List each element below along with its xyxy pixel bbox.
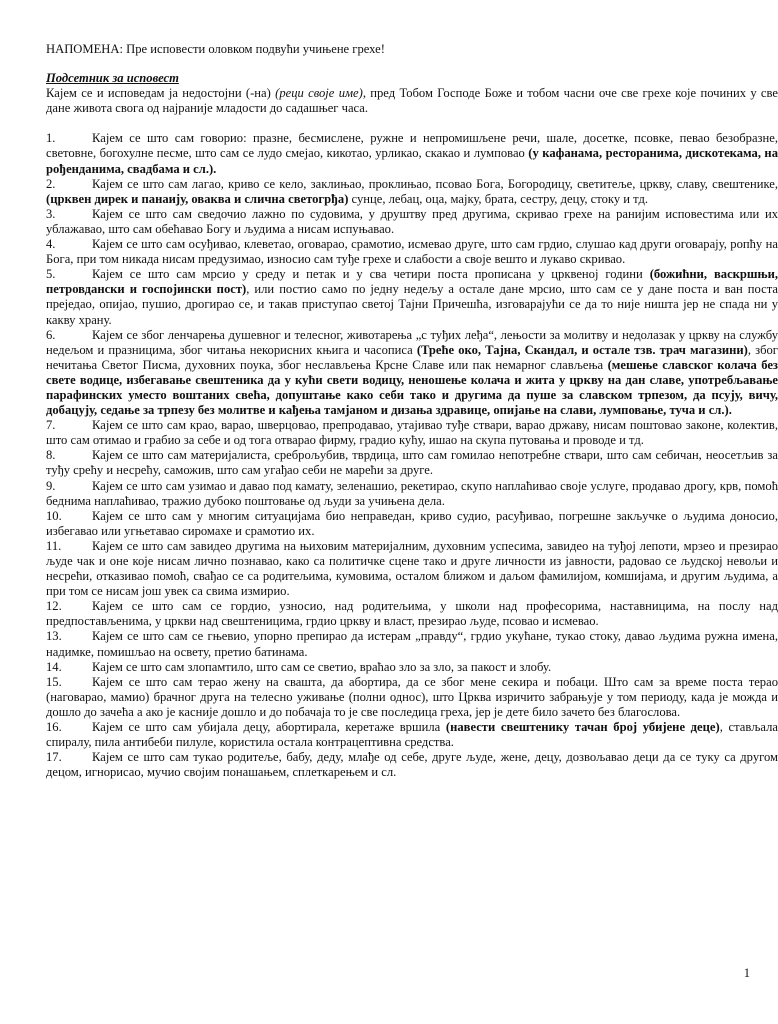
page-number: 1	[743, 966, 750, 980]
list-item	[46, 418, 778, 448]
item-text: Кајем се што сам завидео другима на њиховим материјалним, духовним успесима, завидео на туђој лепоти, мрзео и презирао људе чак и оне које нисам лично познавао, како са политичке сцене тако и друге личности из јавности, радовао се људској невољи и несрећи, отказивао помоћ, свађао се са родитељима, кумовима, осталом ближом и даљом фамилијом, комшијама, и другим људима, а при том се нисам још увек са свима измирио.	[46, 538, 778, 599]
item-text: Кајем се што сам у многим ситуацијама био неправедан, криво судио, расуђивао, погрешне закључке о људима доносио, избегавао или угњетавао сиромахе и срамотио их.	[46, 508, 778, 538]
item-number: 5.	[46, 267, 56, 282]
item-text: Кајем се што сам се гордио, узносио, над родитељима, у школи над професорима, наставницима, на послу над предпостављенима, у цркви над свештеницима, грдио цркву и власт, презирао људе, псовао и исмевао.	[46, 599, 778, 629]
item-number: 8.	[46, 448, 56, 463]
confession-list	[46, 131, 778, 780]
item-text-bold: (навести свештенику тачан број убијене деце)	[445, 720, 720, 735]
list-item	[46, 237, 778, 267]
intro-name-placeholder: (реци своје име)	[275, 86, 363, 101]
list-item	[46, 629, 778, 659]
item-text: Кајем се што сам злопамтило, што сам се светио, враћао зло за зло, за пакост и злобу.	[92, 659, 552, 674]
list-item	[46, 448, 778, 478]
list-item	[46, 479, 778, 509]
item-text: , или постио само по једну недељу а остале дане мрсио, што сам се у дане поста и ван поста преједао, опијао, пушио, дрогирао се, и такав приступао светој Тајни Причешћа, изговарајући се да то није ништа јер не спада ни у какву храну.	[46, 282, 778, 327]
item-text: , стављала спиралу, пила антибеби пилуле, користила остала контрацептивна средства.	[46, 720, 778, 750]
item-text: сунце, лебац, оца, мајку, брата, сестру, децу, стоку и тд.	[348, 191, 649, 206]
item-text: Кајем се због ленчарења душевног и телесног, животарења „с туђих леђа“, лењости за молитву и недолазак у цркву на службу недељом и празницима, због читања некорисних књига и часописа	[46, 327, 778, 357]
heading: Подсетник за исповест	[46, 71, 179, 86]
item-text: Кајем се што сам терао жену на свашта, да абортира, да се због мене секира и побаци. Што сам за време поста терао (наговарао, мамио) брачног друга на телесно уживање (полни однос), што Црква изричито забрањује у том периоду, када је можда и дошло до зачећа а ако је касније дошло и до побачаја то је све последица греха, јер је дете било зачето без благослова.	[46, 674, 778, 719]
item-text: Кајем се што сам лагао, криво се кело, заклињао, проклињао, псовао Бога, Богородицу, светитеље, цркву, славу, свештенике,	[92, 176, 778, 191]
item-number: 2.	[46, 176, 56, 191]
list-item	[46, 207, 778, 237]
list-item	[46, 509, 778, 539]
intro-text-a: Кајем се и исповедам ја недостојни (-на)	[46, 86, 276, 101]
item-text-bold: (у кафанама, ресторанима, дискотекама, на рођенданима, свадбама и сл.).	[46, 146, 778, 176]
list-item	[46, 131, 778, 176]
item-text: Кајем се што сам крао, варао, шверцовао, препродавао, утајивао туђе ствари, варао државу, нисам поштовао законе, колектив, што сам отимао и грабио за себе и од тога отварао фирму, градио кућу, ишао на скупа путовања и проводе и тд.	[46, 418, 778, 448]
item-number: 4.	[46, 237, 56, 252]
intro-text-c: , пред Тобом Господе Боже и тобом часни оче све грехе које починих у све дане живота свога од најраније младости до садашњег часа.	[46, 86, 778, 116]
item-number: 11.	[46, 538, 62, 553]
item-text: Кајем се што сам тукао родитеље, бабу, деду, млађе од себе, друге људе, жене, децу, дозвољавао деци да се туку са другом децом, игнорисао, мучио својим понашањем, сплеткарењем и сл.	[46, 750, 778, 780]
intro-paragraph	[46, 86, 778, 116]
item-text-bold: (црквен дирек и панаију, оваква и слична светогрђа)	[46, 191, 349, 206]
item-number: 6.	[46, 327, 56, 342]
list-item	[46, 720, 778, 750]
note: НАПОМЕНА: Пре исповести оловком подвући учињене грехе!	[46, 42, 385, 56]
list-item	[46, 539, 778, 599]
item-number: 13.	[46, 629, 62, 644]
item-text-bold: (мешење славског колача без свете водице, избегавање свештеника да у кући свети водицу, неношење колача и жита у цркву на дан славе, употребљавање парафинских уместо воштаних свећа, допуштање како себи тако и другима да пуше за славском трпезом, да псују, вичу, добацују, седање за трпезу без молитве и кађења тамјаном и дизања здравице, опијање на слави, лумповање, туча и сл.).	[46, 357, 778, 418]
list-item	[46, 177, 778, 207]
item-text: Кајем се што сам убијала децу, абортирала, керетаже вршила	[92, 720, 446, 735]
item-number: 9.	[46, 478, 56, 493]
item-text: Кајем се што сам говорио: празне, бесмислене, ружне и непромишљене речи, шале, досетке, псовке, певао безобразне, световне, богохулне песме, што сам се лудо смејао, кикотао, урликао, скакао и лумповао	[46, 131, 778, 161]
item-number: 7.	[46, 418, 56, 433]
item-number: 12.	[46, 599, 62, 614]
item-number: 16.	[46, 720, 62, 735]
item-text: , због нечитања Светог Писма, духовних поука, због неслављења Крсне Славе или пак немарног слављења	[46, 342, 778, 372]
item-text-bold: (божићни, васкршњи, петровдански и госпојински пост)	[46, 267, 778, 297]
item-text: Кајем се што сам узимао и давао под камату, зеленашио, рекетирао, скупо наплаћивао своје услуге, продавао дрогу, крв, помоћ беднима наплаћивао, тражио дубоко поштовање од људи за учињена дела.	[46, 478, 778, 508]
item-number: 15.	[46, 674, 62, 689]
list-item	[46, 328, 778, 419]
list-item	[46, 599, 778, 629]
item-number: 17.	[46, 750, 62, 765]
item-text: Кајем се што сам осуђивао, клеветао, оговарао, срамотио, исмевао друге, што сам грдио, слушао кад други оговарају, ропћу на Бога, при том никада нисам предузимао, износио сам туђе грехе и слабости а своје вешто и лукаво скривао.	[46, 237, 778, 267]
document-page	[46, 42, 778, 780]
item-text: Кајем се што сам материјалиста, среброљубив, тврдица, што сам гомилао непотребне ствари, што сам себичан, неосетљив за туђу срећу и несрећу, саможив, што сам угађао себи не марећи за друге.	[46, 448, 778, 478]
item-text: Кајем се што сам се гњевио, упорно препирао да истерам „правду“, грдио укућане, тукао стоку, давао људима ружна имена, надимке, помишљао на освету, претио батинама.	[46, 629, 778, 659]
item-text: Кајем се што сам сведочио лажно по судовима, у друштву пред другима, скривао грехе на ранијим исповестима или их ублажавао, што сам обећавао Богу и људима а нисам испуњавао.	[46, 206, 778, 236]
item-number: 10.	[46, 508, 62, 523]
list-item	[46, 660, 778, 675]
list-item	[46, 267, 778, 327]
list-item	[46, 750, 778, 780]
item-text: Кајем се што сам мрсио у среду и петак и у сва четири поста прописана у црквеној години	[92, 267, 650, 282]
item-text-bold: (Треће око, Тајна, Скандал, и остале тзв. трач магазини)	[416, 342, 748, 357]
item-number: 1.	[46, 131, 56, 146]
item-number: 14.	[46, 659, 62, 674]
item-number: 3.	[46, 206, 56, 221]
list-item	[46, 675, 778, 720]
